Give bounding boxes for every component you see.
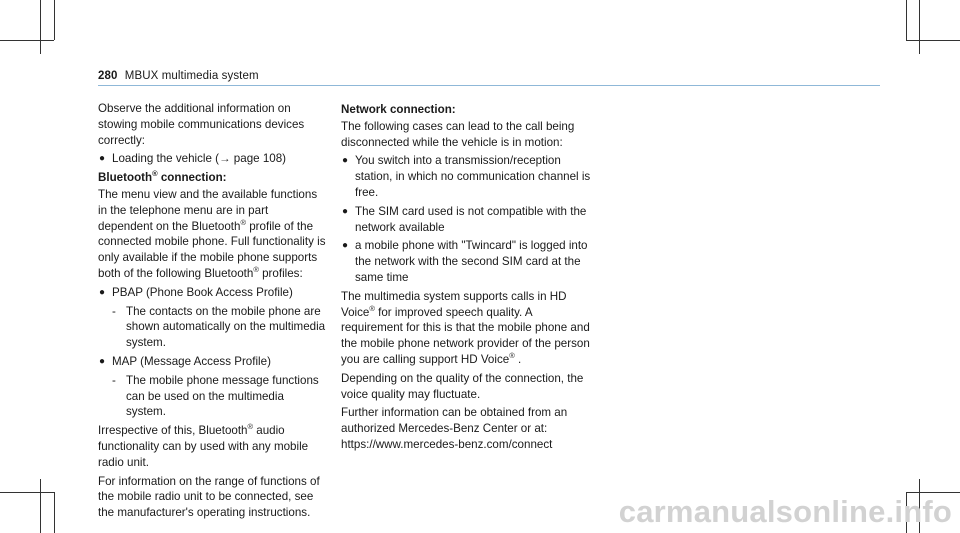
bluetooth-heading <box>98 170 326 186</box>
menu-text-b: profile of the connected mobile phone. Full functionality is only available if the mobile phone supports both of the following Bluetooth <box>98 219 326 280</box>
crop-mark <box>0 40 54 41</box>
network-intro: The following cases can lead to the call being disconnected while the vehicle is in motion: <box>341 119 575 149</box>
intro-paragraph: Observe the additional information on stowing mobile communications devices correctly: <box>98 102 305 147</box>
crop-mark <box>906 40 960 41</box>
crop-mark <box>906 0 907 40</box>
irrespective-paragraph <box>98 423 326 470</box>
map-description: The mobile phone message functions can be used on the multimedia system. <box>126 373 319 419</box>
registered-mark: ® <box>369 303 375 313</box>
loading-link[interactable]: Loading the vehicle (→ page 108) <box>112 152 287 166</box>
hd-voice-paragraph <box>341 289 597 368</box>
bluetooth-heading-suffix: connection: <box>157 171 227 185</box>
list-item-map <box>98 354 326 370</box>
further-info-paragraph: Further information can be obtained from an authorized Mercedes-Benz Center or at: https://www.mercedes-benz.com/connect <box>341 406 568 451</box>
sim-text: The SIM card used is not compatible with the network available <box>355 204 587 234</box>
network-heading: Network connection: <box>341 103 456 116</box>
crop-mark <box>40 479 41 533</box>
crop-mark <box>54 492 55 533</box>
info-paragraph: For information on the range of functions of the mobile radio unit to be connected, see the manufacturer's operating instructions. <box>98 474 320 520</box>
list-item-twincard <box>341 238 597 285</box>
pbap-label: PBAP (Phone Book Access Profile) <box>112 285 293 299</box>
pbap-description: The contacts on the mobile phone are shown automatically on the multimedia system. <box>126 304 326 350</box>
crop-mark <box>906 492 960 493</box>
page-header <box>98 70 880 86</box>
registered-mark: ® <box>509 350 515 360</box>
menu-paragraph <box>98 187 326 282</box>
bullet-icon: ● <box>99 286 106 298</box>
right-column <box>341 101 597 456</box>
menu-text-a: The menu view and the available functions in the telephone menu are in part dependent on the Bluetooth <box>98 187 318 233</box>
registered-mark: ® <box>152 169 158 179</box>
bullet-icon: ● <box>342 240 349 252</box>
bullet-icon: ● <box>342 155 349 167</box>
sub-item-pbap <box>98 304 326 351</box>
twincard-text: a mobile phone with "Twincard" is logged into the network with the second SIM card at the same time <box>355 239 588 284</box>
registered-mark: ® <box>247 422 254 432</box>
hd-text-b: for improved speech quality. A requirement for this is that the mobile phone and the mobile phone network provider of the person you are calling support HD Voice <box>341 305 590 366</box>
dash-icon: - <box>112 304 116 318</box>
dash-icon: - <box>112 373 116 387</box>
section-title: MBUX multimedia system <box>124 70 259 82</box>
menu-text-c: profiles: <box>258 266 303 280</box>
list-item-loading <box>98 151 326 167</box>
sub-item-map <box>98 373 326 420</box>
crop-mark <box>40 0 41 54</box>
bullet-icon: ● <box>342 205 349 217</box>
crop-mark <box>0 492 54 493</box>
bullet-icon: ● <box>99 153 106 165</box>
list-item-pbap <box>98 285 326 301</box>
watermark: carmanualsonline.info <box>618 494 952 529</box>
irrespective-text-b: audio functionality can by used with any mobile radio unit. <box>98 424 309 469</box>
list-item-sim <box>341 204 597 236</box>
quality-paragraph: Depending on the quality of the connection, the voice quality may fluctuate. <box>341 371 584 401</box>
left-column <box>98 101 326 524</box>
map-label: MAP (Message Access Profile) <box>112 354 271 368</box>
hd-text-a: The multimedia system supports calls in HD Voice <box>341 289 567 319</box>
page-number: 280 <box>98 70 118 82</box>
hd-text-c: . <box>514 352 522 366</box>
bullet-icon: ● <box>99 355 106 367</box>
registered-mark: ® <box>253 264 259 274</box>
crop-mark <box>919 0 920 54</box>
irrespective-text-a: Irrespective of this, Bluetooth <box>98 424 248 438</box>
station-text: You switch into a transmission/reception station, in which no communication channel is free. <box>355 154 591 199</box>
registered-mark: ® <box>240 217 247 227</box>
list-item-station <box>341 153 597 200</box>
crop-mark <box>54 0 55 40</box>
bluetooth-heading-text: Bluetooth <box>98 171 153 185</box>
